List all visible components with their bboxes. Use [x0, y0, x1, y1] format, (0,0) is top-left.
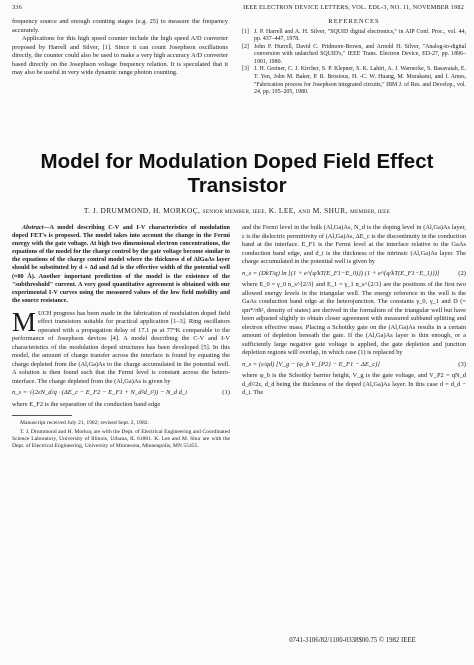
equation-2 [242, 267, 466, 282]
references-heading: REFERENCES [328, 18, 380, 25]
abstract-label: Abstract [22, 224, 44, 231]
author-name: K. LEE, [268, 206, 296, 215]
equation-3 [242, 358, 466, 373]
drop-cap: M [12, 306, 37, 337]
right-paragraph-2: where E_0 = γ_0 n_s^{2/3} and E_1 = γ_1 n_s^{2/3} are the positions of the first two allowed energy levels in the triangular well. The energy reference in the well is the GaAs conduction band edge at the heterojunction. The constants γ_0, γ_1 and D (= qm*/πħ², density of states) are derived in the formalism of the triangular well but have been adjusted slightly to obtain closer agreement with measured subband splitting and electron effective mass. Placing a Schottky gate on the (Al,Ga)As results in a certain amount of depletion beneath the gate. If the (Al,Ga)As layer is thin enough, or a sufficiently large negative gate voltage is applied, the gate depletion and junction depletion regions will overlap, in which case (1) is replaced by [242, 281, 466, 356]
author-name: T. J. DRUMMOND, [83, 206, 151, 215]
right-column [242, 224, 466, 398]
introduction-paragraph [12, 306, 230, 387]
abstract [12, 224, 230, 305]
equation-3-body: n_s = (ε/qd) [V_g − (φ_b V_{P2} − E_F1 − ΔE_c)] [242, 360, 380, 368]
author-line [20, 206, 454, 215]
equation-1-number: (1) [222, 389, 230, 397]
equation-2-number: (2) [458, 269, 466, 277]
previous-article-ending [12, 18, 228, 78]
author-membership: AND [298, 209, 311, 215]
equation-2-body: n_s = (DkT/q) ln [(1 + e^{q/kT(E_F1−E_0)}) (1 + e^{q/kT(E_F1−E_1)})] [242, 269, 440, 277]
author-membership: SENIOR MEMBER, IEEE, [202, 209, 267, 215]
reference-number: [3] [242, 66, 249, 73]
page-number: 336 [12, 4, 22, 11]
copyright-line: 0741-3106/82/1100-0338$00.75 © 1982 IEEE [289, 637, 416, 644]
footnotes [12, 420, 230, 450]
reference-text: John P. Hurrell, David C. Pridmore-Brown, and Arnold H. Silver, "Analog-to-digital conversion with unlatched SQUID's," IEEE Trans. Electron Device, ED-27, pp. 1896–1901, 1980. [254, 43, 466, 65]
reference-number: [2] [242, 43, 249, 50]
introduction-text: UCH progress has been made in the fabrication of modulation doped field effect transistors suitable for practical application [1–3]. Ring oscillators operated with a propagation delay of 17.1 ps at 77°K comparable to the performance of Josephson devices [4]. A model describing the C-V and I-V characteristics of the modulation doped structures has been developed [5]. In this model, the amount of charge transfer across the interface is found by equating the charge depleted from the (Al,Ga)As to the charge accumulated in the potential well. A solution is then found such that the Fermi level is constant across the hetero-interface. The charge depleted from the (Al,Ga)As is given by [12, 309, 230, 385]
footnote-received: Manuscript received July 21, 1982; revised Sept. 2, 1982. [20, 420, 149, 427]
reference-number: [1] [242, 28, 249, 35]
journal-name: IEEE ELECTRON DEVICE LETTERS, VOL. EDL-3, NO. 11, NOVEMBER 1982 [243, 4, 464, 11]
author-name: H. MORKOÇ, [152, 206, 201, 215]
equation-1-body: n_s = √(2εN_d/q · (ΔE_c − E_F2 − E_F1 + N_d²d_i²)) − N_d d_i [12, 389, 188, 397]
reference-item [242, 66, 466, 96]
abstract-text: —A model describing C-V and I-V characteristics of modulation doped FET's is proposed. The model takes into account the change in the Fermi energy with the gate voltage. At high two dimensional electron concentrations, the equations of the model for the charge control by the gate voltage become similar to the equations of the charge control model where the thickness d of AlGaAs layer should be substituted by d + Δd and Δd is the effective width of the potential well (≈80 Å). Another important prediction of the model is the existence of the "subthreshold" current. A very good quantitative agreement is obtained with our experimental I-V curves using the measured values of the low field mobility and the source resistance. [12, 224, 230, 304]
reference-text: J. H. Greiner, C. J. Kircher, S. P. Klepner, S. K. Lahiri, A. J. Warnecke, S. Basavaiah, E. T. Yen, John M. Baker, P. R. Brosious, H. -C. W. Huang, M. Murakami, and I. Ames, "Fabrication process for Josephson integrated circuits," IBM J. of Res. and Develop., vol. 24, pp. 195–205, 1980. [254, 66, 466, 96]
article-title: Model for Modulation Doped Field Effect Transistor [40, 150, 434, 197]
right-paragraph-3: where φ_b is the Schottky barrier height, V_g is the gate voltage, and V_P2 = qN_d d_d²/2ε, d_d being the thickness of the doped (Al,Ga)As layer. In this case d = d_d − d_i. The [242, 372, 466, 396]
reference-item [242, 29, 466, 44]
after-equation-1: where E_F2 is the separation of the conduction band edge [12, 400, 161, 408]
reference-item [242, 44, 466, 67]
right-paragraph-1: and the Fermi level in the bulk (Al,Ga)As, N_d is the doping level in (Al,Ga)As layer, ε is the dielectric permittivity of (Al,Ga)As, ΔE_c is the discontinuity in the conduction band at the interface. E_F1 is the Fermi level at the interface relative to the GaAs conduction band edge, and d_i is the thickness of the intrinsic (Al,Ga)As layer. The charge accumulated in the potential well is given by [242, 224, 466, 265]
equation-3-number: (3) [458, 360, 466, 368]
author-membership: MEMBER, IEEE [349, 209, 391, 215]
footnote-rule [12, 415, 72, 416]
footnote-affiliations: T. J. Drummond and H. Morkoç are with the Dept. of Electrical Engineering and Coordinated Science Laboratory, University of Illinois, Urbana, IL 61801. K. Lee and M. Shur are with the Dept. of Electrical Engineering, University of Minnesota, Minneapolis, MN 55455. [12, 428, 230, 450]
running-header [12, 4, 464, 14]
previous-paragraph-1: frequency source and enough counting stages (e.g. 25) to measure the frequency accurately. [12, 18, 228, 34]
equation-1 [12, 386, 230, 401]
author-name: M. SHUR, [312, 206, 348, 215]
reference-text: J. P. Harrell and A. H. Silver, "SQUID digital electronics," in AIP Conf. Proc., vol. 44, pp. 437–447, 1978. [254, 28, 466, 43]
previous-paragraph-2: Applications for this high speed counter include the high speed A/D converter proposed by Harrell and Silver, [1]. Since it can count Josephson oscillations directly, the counter could also be used to make a very high accuracy A/D converter based directly on the Josephson voltage frequency relation. It is speculated that it may also be useful in very wide dynamic range photon counting. [12, 35, 228, 76]
references-section [242, 18, 466, 97]
left-column [12, 224, 230, 451]
